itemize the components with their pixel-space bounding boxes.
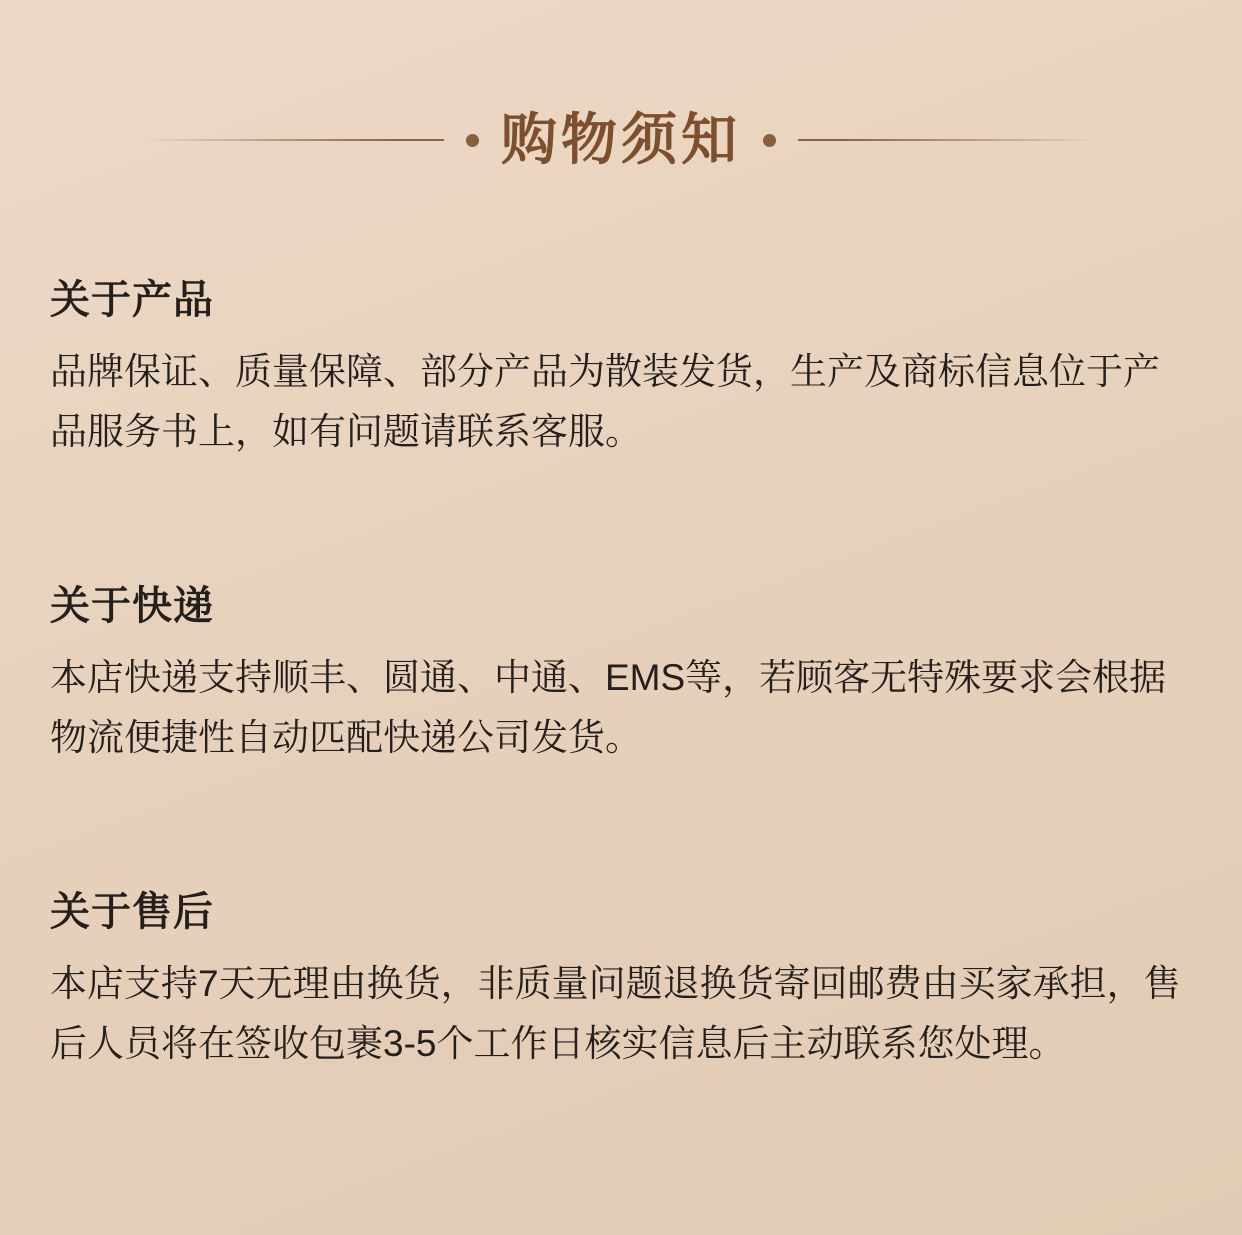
- section-title: 关于产品: [50, 278, 214, 322]
- header-rule-left: [144, 139, 444, 141]
- section-title: 关于快递: [50, 583, 214, 628]
- section-title: 关于售后: [50, 889, 214, 934]
- page-header: [0, 0, 1242, 171]
- page-title: 购物须知: [501, 108, 741, 171]
- section-about-shipping: [50, 582, 1192, 768]
- notice-content: [0, 276, 1242, 1074]
- section-body: 品牌保证、质量保障、部分产品为散装发货，生产及商标信息位于产品服务书上，如有问题请联系客服。: [50, 351, 1160, 452]
- section-body: 本店快递支持顺丰、圆通、中通、EMS等，若顾客无特殊要求会根据物流便捷性自动匹配快递公司发货。: [50, 656, 1167, 758]
- bullet-dot-icon-right: [763, 134, 776, 147]
- header-rule-right: [798, 139, 1098, 141]
- section-about-product: [50, 276, 1192, 462]
- section-body: 本店支持7天无理由换货，非质量问题退换货寄回邮费由买家承担，售后人员将在签收包裹3-5个工作日核实信息后主动联系您处理。: [50, 962, 1181, 1064]
- section-about-after-sales: [50, 888, 1192, 1074]
- bullet-dot-icon-left: [466, 134, 479, 147]
